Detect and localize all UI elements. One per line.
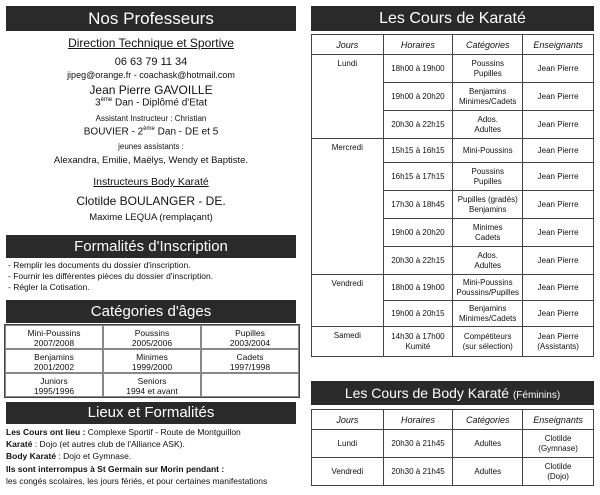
time-cell: 20h30 à 21h45: [383, 458, 453, 486]
age-cell: [103, 325, 201, 349]
karate-schedule-table: [311, 34, 594, 357]
lieux-value: Complexe Sportif - Route de Montguillon: [85, 427, 241, 437]
lieux-label: Karaté: [6, 439, 33, 449]
age-cell: [201, 373, 299, 397]
teacher-line: (Assistants): [537, 341, 579, 351]
category-cell: [453, 83, 523, 111]
category-line: Minimes/Cadets: [459, 96, 517, 106]
teacher-cell: Jean Pierre: [523, 111, 594, 139]
category-line: Ados.: [477, 250, 498, 260]
category-line: Benjamins: [469, 204, 507, 214]
time-line: 14h30 à 17h00: [391, 331, 445, 341]
time-cell: 17h30 à 18h45: [383, 191, 453, 219]
age-cell-name: Benjamins: [34, 352, 74, 362]
age-cell-name: Seniors: [137, 376, 167, 386]
dan-suffix: ème: [100, 97, 113, 103]
category-cell: [453, 55, 523, 83]
age-cell-name: Minimes: [136, 352, 168, 362]
teacher-cell: Jean Pierre: [523, 301, 594, 327]
teacher-cell: Jean Pierre: [523, 83, 594, 111]
lieux-line: [6, 427, 241, 437]
head-teacher-grade: [6, 97, 296, 108]
category-line: Cadets: [475, 232, 501, 242]
cours-body-title: Les Cours de Body Karaté: [344, 385, 510, 401]
professeurs-header: Nos Professeurs: [6, 6, 296, 31]
age-cell-name: Pupilles: [235, 328, 265, 338]
teacher-cell: [523, 327, 594, 357]
time-line: Kumité: [405, 341, 431, 351]
category-line: Ados.: [477, 114, 498, 124]
category-line: Mini-Poussins: [462, 277, 513, 287]
header-horaires: Horaires: [383, 35, 453, 55]
direction-heading: Direction Technique et Sportive: [68, 36, 234, 50]
age-cell-years: 2001/2002: [33, 362, 75, 372]
category-cell: [453, 247, 523, 275]
category-line: Compétiteurs: [463, 331, 512, 341]
lieux-interruption: Ils sont interrompus à St Germain sur Morin pendant :: [6, 464, 225, 474]
teacher-line: (Dojo): [547, 471, 569, 481]
teacher-cell: [523, 458, 594, 486]
bouvier-name: BOUVIER - 2: [83, 126, 144, 138]
age-cell-name: Mini-Poussins: [27, 328, 81, 338]
time-cell: 20h30 à 22h15: [383, 111, 453, 139]
day-cell: Lundi: [312, 55, 384, 139]
category-cell: [453, 191, 523, 219]
head-teacher-name: Jean Pierre GAVOILLE: [89, 83, 213, 97]
age-cell-name: Juniors: [40, 376, 68, 386]
time-cell: 18h00 à 19h00: [383, 55, 453, 83]
category-line: Adultes: [474, 260, 502, 270]
lieux-interruption-detail: les congés scolaires, les jours fériés, et pour certaines manifestations: [6, 476, 268, 486]
category-cell: Adultes: [453, 458, 523, 486]
category-line: Minimes: [472, 222, 503, 232]
age-cell: [5, 373, 103, 397]
age-cell-years: 1997/1998: [229, 362, 271, 372]
teacher-cell: [523, 430, 594, 458]
formalites-header: Formalités d'Inscription: [6, 235, 296, 258]
category-cell: [453, 219, 523, 247]
assistant-instructor: Assistant Instructeur : Christian: [95, 114, 207, 123]
teacher-line: Clotilde: [544, 433, 572, 443]
time-cell: 20h30 à 21h45: [383, 430, 453, 458]
bouvier-suffix: ème: [143, 126, 155, 132]
category-line: Benjamins: [469, 303, 507, 313]
age-cell-years: 2003/2004: [229, 338, 271, 348]
day-cell: Mercredi: [312, 139, 384, 275]
category-line: Minimes/Cadets: [459, 313, 517, 323]
teacher-cell: Jean Pierre: [523, 163, 594, 191]
age-cell-name: Cadets: [236, 352, 264, 362]
cours-body-header: [311, 381, 594, 405]
category-line: Adultes: [474, 124, 502, 134]
header-categories: Catégories: [453, 35, 523, 55]
category-line: Benjamins: [469, 86, 507, 96]
time-cell: 15h15 à 16h15: [383, 139, 453, 163]
categories-header: Catégories d'âges: [6, 300, 296, 323]
age-categories-grid: [4, 324, 300, 398]
category-line: Pupilles (gradés): [457, 194, 518, 204]
category-line: (sur sélection): [462, 341, 513, 351]
category-cell: [453, 301, 523, 327]
age-cell-years: 1999/2000: [131, 362, 173, 372]
teacher-line: Jean Pierre: [537, 331, 579, 341]
teacher-line: Clotilde: [544, 461, 572, 471]
dan-number: 3: [95, 97, 101, 109]
day-cell: Samedi: [312, 327, 384, 357]
category-line: Poussins/Pupilles: [456, 287, 520, 297]
header-enseignants: Enseignants: [523, 410, 594, 430]
body-instructor: Clotilde BOULANGER - DE.: [76, 194, 226, 208]
header-horaires: Horaires: [383, 410, 453, 430]
body-karate-schedule-table: [311, 409, 594, 486]
formalite-item: - Remplir les documents du dossier d'inscription.: [8, 260, 191, 270]
phone-number: 06 63 79 11 34: [114, 56, 188, 68]
time-cell: 20h30 à 22h15: [383, 247, 453, 275]
teacher-cell: Jean Pierre: [523, 139, 594, 163]
lieux-label: Les Cours ont lieu :: [6, 427, 86, 437]
body-karate-heading: Instructeurs Body Karaté: [93, 176, 209, 188]
lieux-line: [6, 439, 185, 449]
young-assistants-label: jeunes assistants :: [118, 142, 184, 151]
category-line: Pupilles: [473, 176, 502, 186]
lieux-header: Lieux et Formalités: [6, 402, 296, 424]
age-cell: [201, 325, 299, 349]
cours-karate-header: Les Cours de Karaté: [311, 6, 594, 31]
day-cell: Vendredi: [312, 275, 384, 327]
time-cell: [383, 327, 453, 357]
teacher-cell: Jean Pierre: [523, 219, 594, 247]
age-cell: [5, 325, 103, 349]
age-cell: [5, 349, 103, 373]
email-addresses: jipeg@orange.fr - coachask@hotmail.com: [67, 70, 235, 80]
category-cell: [453, 327, 523, 357]
age-cell-name: Poussins: [134, 328, 170, 338]
time-cell: 19h00 à 20h15: [383, 301, 453, 327]
teacher-cell: Jean Pierre: [523, 275, 594, 301]
time-cell: 19h00 à 20h20: [383, 83, 453, 111]
header-categories: Catégories: [453, 410, 523, 430]
teacher-cell: Jean Pierre: [523, 55, 594, 83]
category-cell: [453, 275, 523, 301]
category-cell: Adultes: [453, 430, 523, 458]
age-cell: [103, 373, 201, 397]
teacher-line: (Gymnase): [538, 443, 578, 453]
category-line: Poussins: [471, 58, 504, 68]
lieux-value: : Dojo et Gymnase.: [56, 451, 132, 461]
header-jours: Jours: [312, 410, 384, 430]
category-line: Poussins: [471, 166, 504, 176]
body-substitute: Maxime LEQUA (remplaçant): [89, 212, 213, 223]
formalite-item: - Fournir les différentes pièces du dossier d'inscription.: [8, 271, 214, 281]
time-cell: 16h15 à 17h15: [383, 163, 453, 191]
cours-body-subtitle: (Féminins): [512, 390, 561, 401]
category-cell: [453, 111, 523, 139]
category-line: Pupilles: [473, 68, 502, 78]
age-cell-years: 2007/2008: [33, 338, 75, 348]
bouvier-text: Dan - DE et 5: [154, 126, 219, 138]
age-cell: [103, 349, 201, 373]
header-jours: Jours: [312, 35, 384, 55]
lieux-line: [6, 451, 131, 461]
formalite-item: - Régler la Cotisation.: [8, 282, 90, 292]
teacher-cell: Jean Pierre: [523, 191, 594, 219]
day-cell: Vendredi: [312, 458, 384, 486]
age-cell-years: 1994 et avant: [126, 386, 178, 396]
dan-text: Dan - Diplômé d'Etat: [112, 97, 207, 109]
header-enseignants: Enseignants: [523, 35, 594, 55]
day-cell: Lundi: [312, 430, 384, 458]
age-cell-years: 1995/1996: [33, 386, 75, 396]
category-cell: [453, 163, 523, 191]
time-cell: 18h00 à 19h00: [383, 275, 453, 301]
young-assistants-names: Alexandra, Emilie, Maëlys, Wendy et Baptiste.: [53, 155, 249, 166]
age-cell-years: 2005/2006: [131, 338, 173, 348]
age-cell: [201, 349, 299, 373]
teacher-cell: Jean Pierre: [523, 247, 594, 275]
category-cell: [453, 139, 523, 163]
bouvier-grade: [6, 126, 296, 137]
lieux-label: Body Karaté: [6, 451, 57, 461]
category-line: Mini-Poussins: [462, 145, 513, 155]
time-cell: 19h00 à 20h20: [383, 219, 453, 247]
lieux-value: : Dojo (et autres club de l'Alliance ASK).: [32, 439, 185, 449]
